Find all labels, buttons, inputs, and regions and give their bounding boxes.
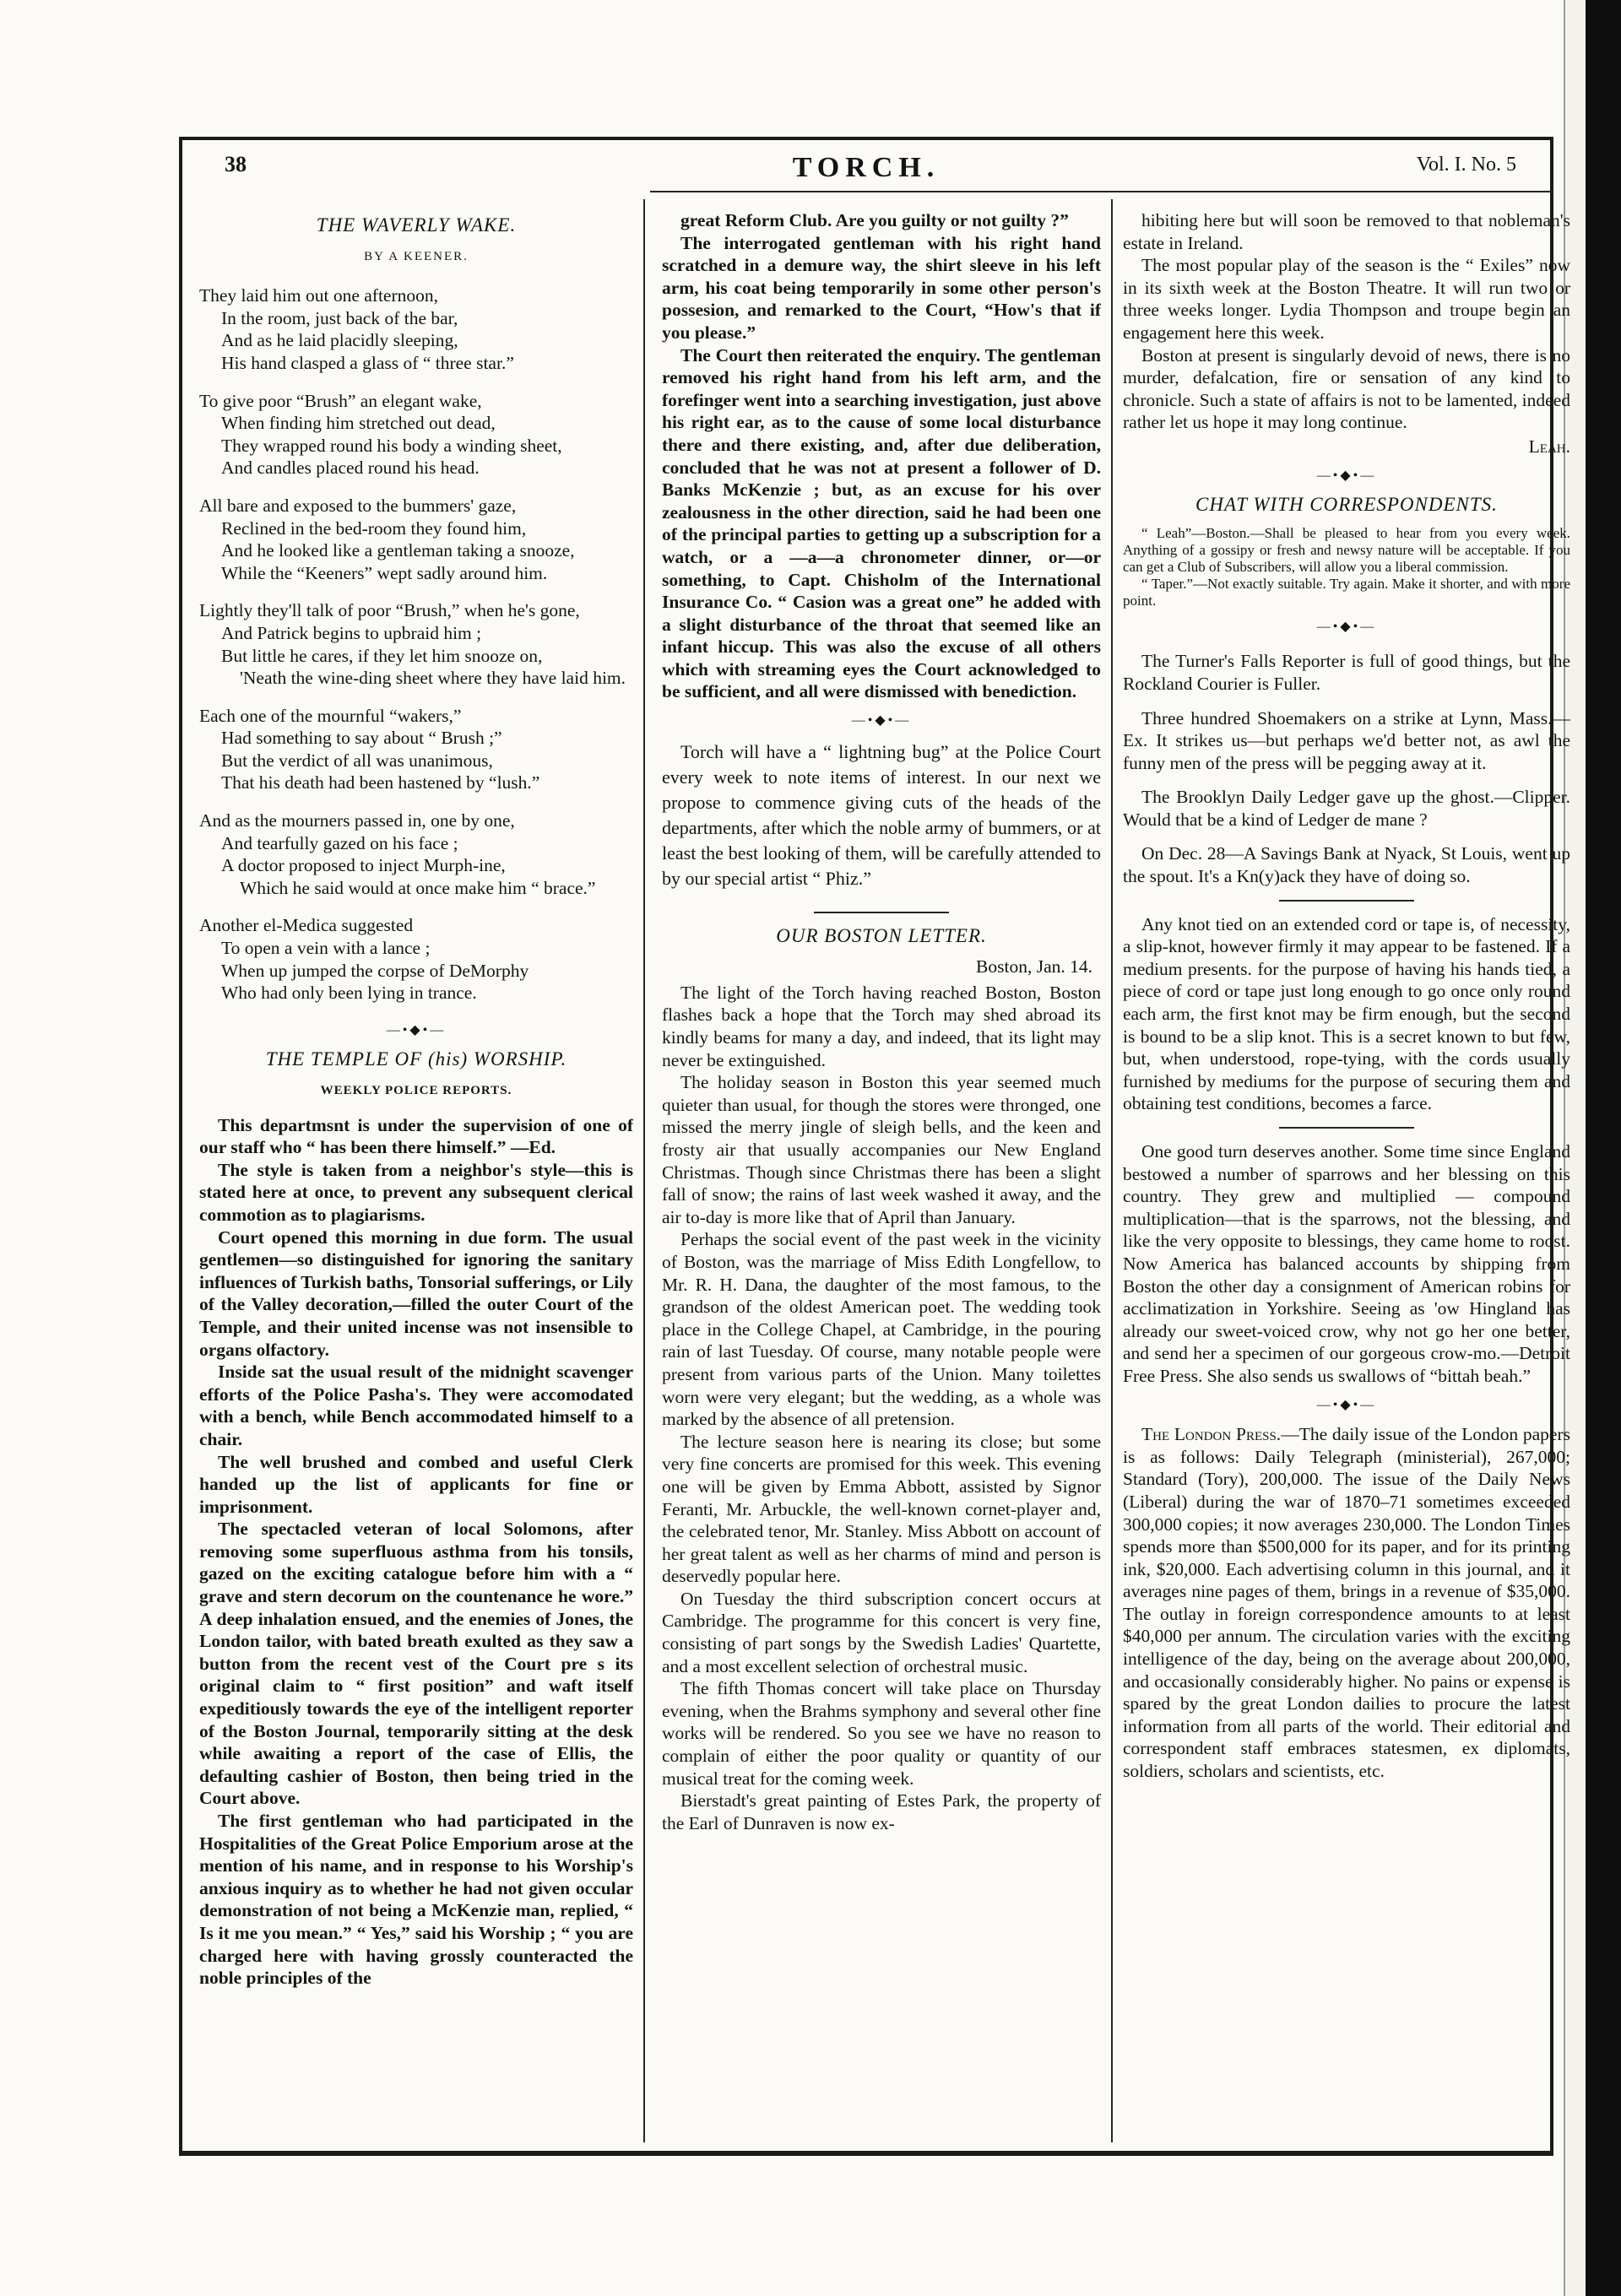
poem-line: To open a vein with a lance ; — [221, 938, 431, 959]
paragraph: This departmsnt is under the supervision of one of our staff who “ has been there himself.” —Ed. — [199, 1114, 633, 1158]
news-item: The Turner's Falls Reporter is full of good things, but the Rockland Courier is Fuller. — [1123, 651, 1570, 694]
page-header — [179, 145, 1553, 192]
poem-line: That his death had been hastened by “lush.” — [221, 772, 540, 793]
poem-line: When up jumped the corpse of DeMorphy — [221, 960, 529, 981]
paragraph: The most popular play of the season is the “ Exiles” now in its sixth week at the Boston Theatre. It will run two or three weeks longer. Lydia Thompson and troupe begin an engagement here this week. — [1123, 255, 1570, 343]
poem-line: All bare and exposed to the bummers' gaze, — [199, 495, 517, 516]
paragraph: The first gentleman who had participated in the Hospitalities of the Great Police Emporium arose at the mention of his name, and in response to his Worship's anxious inquiry as to whether he had not given occular demonstration of not being a McKenzie man, replied, “ Is it me you mean.” “ Yes,” said his Worship ; “ you are charged here with having grossly counteracted the noble principles of the — [199, 1811, 633, 1989]
paragraph: great Reform Club. Are you guilty or not guilty ?” — [680, 210, 1069, 230]
poem-line: Lightly they'll talk of poor “Brush,” when he's gone, — [199, 600, 580, 621]
paragraph: “ Leah”—Boston.—Shall be pleased to hear from you every week. Anything of a gossipy or fresh and newsy nature will be acceptable. If you can get a Club of Subscribers, will allow you a liberal commission. — [1123, 524, 1570, 575]
paragraph: The style is taken from a neighbor's style—this is stated here at once, to prevent any subsequent clerical commotion as to plagiarisms. — [199, 1159, 633, 1225]
paragraph: On Tuesday the third subscription concert occurs at Cambridge. The programme for this concert is very fine, consisting of part songs by the Swedish Ladies' Quartette, and a most excellent selection of orchestral music. — [662, 1588, 1101, 1676]
article-body — [662, 982, 1101, 1835]
header-rule — [650, 191, 1553, 192]
poem-line: Who had only been lying in trance. — [221, 983, 477, 1004]
paragraph: The fifth Thomas concert will take place on Thursday evening, when the Brahms symphony and several other fine works will be rendered. So you see we have no reason to complain of either the poor quality or quantity of our musical treat for the coming week. — [662, 1678, 1101, 1789]
poem-line: To give poor “Brush” an elegant wake, — [199, 390, 482, 411]
poem — [199, 284, 633, 1004]
knot-item: Any knot tied on an extended cord or tape is, of necessity, a slip-knot, however firmly it may appear to be fastened. If a medium presents. for the purpose of having his hands tied, a piece of cord or tape just long enough to go once only round each arm, the first knot may be firm enough, but the second is bound to be a slip knot. This is a secret known to but few, but, when understood, rope-tying, with the cords usually furnished by mediums for the purpose of securing them and obtaining test conditions, becomes a farce. — [1123, 913, 1570, 1114]
london-press-lead: The London Press. — [1141, 1424, 1282, 1445]
paragraph: The interrogated gentleman with his right hand scratched in a demure way, the shirt sleeve in his left arm, his coat being temporarily in some other person's possesion, and remarked to the Court, “How's that if you please.” — [662, 232, 1101, 343]
divider — [814, 912, 949, 913]
poem-stanza — [199, 705, 633, 794]
paragraph: The spectacled veteran of local Solomons, after removing some superfluous asthma from his tonsils, gazed on the exciting catalogue before him with a “ grave and stern decorum on the countenance he wore.” A deep inhalation ensued, and the enemies of Jones, the London tailor, with bated breath exulted as they saw a button from the recent vest of the Court pre s its original claim to “ first position” and waft itself expeditiously towards the eye of the intelligent reporter of the Boston Journal, temporarily sitting at the desk while awaiting a report of the case of Ellis, the defaulting cashier of Boston, then being tried in the Court above. — [199, 1519, 633, 1809]
poem-line: And he looked like a gentleman taking a snooze, — [221, 540, 575, 561]
poem-line: In the room, just back of the bar, — [221, 307, 458, 328]
divider — [1279, 1127, 1414, 1129]
masthead: TORCH. — [792, 152, 941, 183]
paragraph: The holiday season in Boston this year seemed much quieter than usual, for though the stores were thronged, one missed the merry jingle of sleigh bells, and the keen and frosty air that usually accompanies our New England Christmas. Though since Christmas there has been a slight fall of snow; the rains of last week washed it away, and the air to-day is more like that of April than January. — [662, 1072, 1101, 1227]
paragraph: hibiting here but will soon be removed to that nobleman's estate in Ireland. — [1123, 210, 1570, 253]
article-subtitle: WEEKLY POLICE REPORTS. — [320, 1084, 512, 1097]
column-1 — [199, 209, 633, 2142]
poem-line: But the verdict of all was unanimous, — [221, 750, 493, 771]
poem-line: And as the mourners passed in, one by one, — [199, 810, 515, 831]
london-press-text: —The daily issue of the London papers is as follows: Daily Telegraph (ministerial), 267,000; Standard (Tory), 200,000. The issue of the Daily News (Liberal) during the war of 1870–71 sometimes exceeded 300,000 copies; it now averages 230,000. The London Times spends more than $500,000 for its paper, and for its printing ink, $20,000. Each advertising column in this journal, and it averages nine pages of them, brings in a revenue of $35,000. The outlay in foreign correspondence amounts to at least $40,000 per annum. The circulation varies with the exciting intelligence of the day, being on the average about 200,000, and occasionally considerably higher. No pains or expense is spared by the great London dailies to procure the latest information from all parts of the world. Their editorial and correspondent staff embraces statesmen, ex diplomats, soldiers, scholars and scientists, etc. — [1123, 1424, 1570, 1782]
paragraph: Boston at present is singularly devoid of news, there is no murder, defalcation, fire or sensation of any kind to chronicle. Such a state of affairs is not to be lamented, indeed rather let us hope it may long continue. — [1123, 344, 1570, 433]
torch-notice: Torch will have a “ lightning bug” at the Police Court every week to note items of interest. In our next we propose to commence giving cuts of the heads of the departments, after which the noble army of bummers, or at least the best looking of them, will be carefully attended to by our special artist “ Phiz.” — [662, 740, 1101, 889]
paragraph: Perhaps the social event of the past week in the vicinity of Boston, was the marriage of Miss Edith Longfellow, to Mr. R. H. Dana, the daughter of the most famous, to the grandson of the oldest American poet. The wedding took place in the College Chapel, at Cambridge, in the pouring rain of last Tuesday. Of course, many notable people were present from various parts of the Union. Many toilettes worn were very elegant; but the wedding, as a whole was marked by the absence of all pretension. — [662, 1229, 1101, 1430]
poem-line: And as he laid placidly sleeping, — [221, 330, 458, 351]
ornament: ―•◆•― — [1316, 468, 1377, 483]
poem-stanza — [199, 599, 633, 689]
volume-number: Vol. I. No. 5 — [1416, 154, 1516, 176]
column-rule — [1111, 199, 1113, 2142]
poem-line: They laid him out one afternoon, — [199, 285, 439, 306]
sparrows-item: One good turn deserves another. Some time since England bestowed a number of sparrows and her blessing on this country. They grew and multiplied — compound multiplication—that is the sparrows, not the blessing, and like the very opposite to blessings, they came home to roost. Now America has balanced accounts by shipping from Boston the other day a consignment of American robins for acclimatization in Yorkshire. Seeing as 'ow Hingland has already our sweet-voiced crow, why not go her one better, and send her a specimen of our gorgeous crow-mo.—Detroit Free Press. She also sends us swallows of “bittah beah.” — [1123, 1141, 1570, 1386]
poem-line: 'Neath the wine-ding sheet where they have laid him. — [240, 668, 626, 689]
article-title: THE WAVERLY WAKE. — [316, 214, 517, 236]
poem-stanza — [199, 810, 633, 899]
paragraph: The well brushed and combed and useful Clerk handed up the list of applicants for fine or imprisonment. — [199, 1451, 633, 1517]
ornament: ―•◆•― — [1316, 1397, 1377, 1412]
column-3 — [1123, 209, 1570, 2142]
poem-line: Another el-Medica suggested — [199, 915, 414, 936]
scan-dark-margin — [1586, 0, 1621, 2296]
news-item: The Brooklyn Daily Ledger gave up the ghost.—Clipper. Would that be a kind of Ledger de mane ? — [1123, 787, 1570, 830]
poem-line: Which he said would at once make him “ brace.” — [240, 877, 596, 898]
page-number: 38 — [225, 152, 247, 176]
paragraph: Bierstadt's great painting of Estes Park, the property of the Earl of Dunraven is now ex- — [662, 1790, 1101, 1833]
poem-line: And tearfully gazed on his face ; — [221, 832, 458, 853]
article-body — [1123, 209, 1570, 434]
poem-line: And candles placed round his head. — [221, 458, 480, 479]
poem-line: Had something to say about “ Brush ;” — [221, 728, 502, 749]
article-title: CHAT WITH CORRESPONDENTS. — [1195, 494, 1498, 516]
ornament: ―•◆•― — [1316, 619, 1377, 634]
poem-line: When finding him stretched out dead, — [221, 413, 496, 434]
divider — [1279, 900, 1414, 902]
article-title: THE TEMPLE OF (his) WORSHIP. — [265, 1048, 567, 1070]
byline: BY A KEENER. — [364, 249, 469, 263]
poem-stanza — [199, 495, 633, 584]
paragraph: The lecture season here is nearing its close; but some very fine concerts are promised for this week. This evening one will be given by Emma Abbott, assisted by Signor Feranti, Mr. Arbuckle, the well-known cornet-player and, the celebrated tenor, Mr. Stanley. Miss Abbott on account of her great talent as well as her charms of mind and person is deservedly popular here. — [662, 1431, 1101, 1587]
news-item: On Dec. 28—A Savings Bank at Nyack, St Louis, went up the spout. It's a Kn(y)ack they have of doing so. — [1123, 843, 1570, 887]
poem-line: Reclined in the bed-room they found him, — [221, 517, 527, 539]
dateline: Boston, Jan. 14. — [976, 956, 1092, 977]
poem-stanza — [199, 914, 633, 1004]
paragraph: “ Taper.”—Not exactly suitable. Try again. Make it shorter, and with more point. — [1123, 575, 1570, 609]
article-body — [199, 1114, 633, 1990]
ornament: ―•◆•― — [386, 1022, 447, 1037]
column-2 — [662, 209, 1101, 2142]
column-rule — [643, 199, 645, 2142]
poem-line: While the “Keeners” wept sadly around him. — [221, 562, 548, 583]
paragraph: Inside sat the usual result of the midnight scavenger efforts of the Police Pasha's. They were accomodated with a bench, while Bench accommodated himself to a chair. — [199, 1362, 633, 1449]
paragraph: The Court then reiterated the enquiry. The gentleman removed his right hand from his left arm, and the forefinger went into a searching investigation, just above his right ear, as to the cause of some local disturbance there and there existing, and, after due deliberation, concluded that he was not at present a follower of D. Banks McKenzie ; but, as an excuse for his over zealousness in the other direction, said he had been one of the principal parties to getting up a subscription for a watch, or a —a—a chronometer dinner, or—or something, to Capt. Chisholm of the International Insurance Co. “ Casion was a great one” he added with a slight disturbance of the throat that seemed like an infant hiccup. This was also the excuse of all others which with streaming eyes the Court acknowledged to be sufficient, and all were dismissed with benediction. — [662, 344, 1101, 702]
article-body — [662, 209, 1101, 703]
poem-line: They wrapped round his body a winding sheet, — [221, 435, 562, 456]
news-item: Three hundred Shoemakers on a strike at Lynn, Mass.—Ex. It strikes us—but perhaps we'd better not, as awl the funny men of the press will be pegging away at it. — [1123, 707, 1570, 773]
poem-line: And Patrick begins to upbraid him ; — [221, 622, 482, 643]
poem-line: But little he cares, if they let him snooze on, — [221, 645, 543, 666]
london-press-item — [1123, 1423, 1570, 1783]
poem-line: A doctor proposed to inject Murph-ine, — [221, 855, 506, 876]
correspondents-list — [1123, 525, 1570, 609]
poem-line: Each one of the mournful “wakers,” — [199, 705, 462, 726]
poem-line: His hand clasped a glass of “ three star.” — [221, 352, 514, 373]
paragraph: The light of the Torch having reached Boston, Boston flashes back a hope that the Torch may shed abroad its kindly beams for many a day, and indeed, that its light may never be extinguished. — [662, 982, 1101, 1070]
poem-stanza — [199, 390, 633, 479]
short-items — [1123, 650, 1570, 887]
article-title: OUR BOSTON LETTER. — [776, 924, 987, 946]
paragraph: Court opened this morning in due form. The usual gentlemen—so distinguished for ignoring the sanitary influences of Turkish baths, Tonsorial sufferings, or Lily of the Valley decoration,—filled the outer Court of the Temple, and their united incense was not insensible to organs olfactory. — [199, 1227, 633, 1360]
signature: Leah. — [1528, 436, 1570, 457]
ornament: ―•◆•― — [851, 713, 912, 728]
poem-stanza — [199, 284, 633, 374]
